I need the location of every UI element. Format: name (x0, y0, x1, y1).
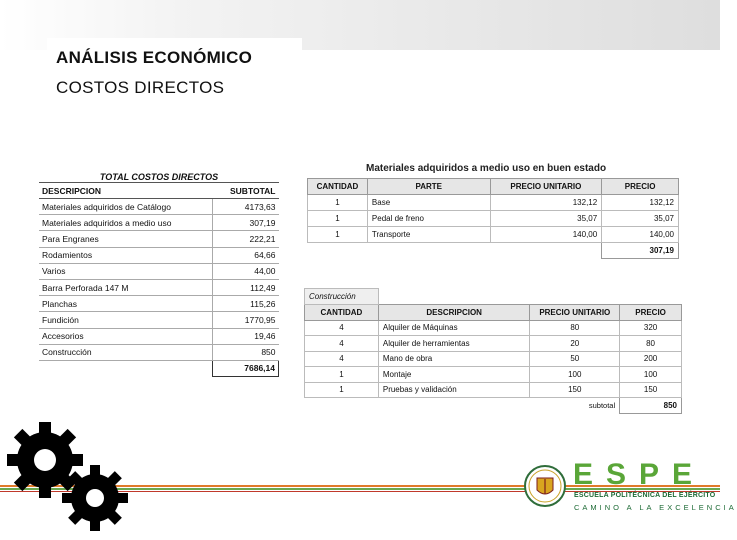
table-row (305, 367, 682, 383)
espe-seal-logo (524, 462, 566, 510)
desc-cell: Mano de obra (378, 351, 530, 367)
qty-cell: 1 (308, 195, 368, 211)
col-header-parte: PARTE (367, 179, 490, 195)
qty-cell: 1 (305, 367, 379, 383)
qty-cell: 4 (305, 351, 379, 367)
espe-motto: CAMINO A LA EXCELENCIA (574, 503, 737, 512)
materials-title: Materiales adquiridos a medio uso en buen estado (366, 163, 607, 174)
qty-cell: 1 (308, 227, 368, 243)
row-label: Construcción (39, 344, 213, 360)
price-cell: 320 (620, 320, 682, 336)
unit-price-cell: 132,12 (490, 195, 602, 211)
price-cell: 80 (620, 336, 682, 352)
unit-price-cell: 140,00 (490, 227, 602, 243)
subtotal-row (305, 398, 682, 414)
materials-table (307, 178, 679, 259)
row-label: Barra Perforada 147 M (39, 279, 213, 295)
table-row (39, 247, 279, 263)
row-value: 1770,95 (213, 312, 279, 328)
col-header-precio: PRECIO (602, 179, 679, 195)
price-cell: 200 (620, 351, 682, 367)
part-cell: Pedal de freno (367, 211, 490, 227)
unit-price-cell: 50 (530, 351, 620, 367)
col-header-precio-unitario: PRECIO UNITARIO (530, 304, 620, 320)
table-row (305, 382, 682, 398)
table-row (308, 227, 679, 243)
total-costs-title: TOTAL COSTOS DIRECTOS (99, 172, 219, 182)
table-row (305, 351, 682, 367)
total-row (39, 360, 279, 376)
row-value: 850 (213, 344, 279, 360)
row-label: Rodamientos (39, 247, 213, 263)
unit-price-cell: 35,07 (490, 211, 602, 227)
table-row (39, 199, 279, 215)
table-row (39, 312, 279, 328)
table-row (39, 328, 279, 344)
row-value: 307,19 (213, 215, 279, 231)
table-row (39, 279, 279, 295)
table-row (39, 296, 279, 312)
col-header-descripcion: DESCRIPCION (378, 304, 530, 320)
slide-title: ANÁLISIS ECONÓMICO (56, 48, 253, 67)
unit-price-cell: 80 (530, 320, 620, 336)
price-cell: 35,07 (602, 211, 679, 227)
construction-subtotal: 850 (620, 398, 682, 414)
espe-name: ESCUELA POLITÉCNICA DEL EJÉRCITO (574, 492, 716, 499)
subtotal-row (308, 243, 679, 259)
materials-subtotal: 307,19 (602, 243, 679, 259)
row-label: Materiales adquiridos a medio uso (39, 215, 213, 231)
slide-subtitle: COSTOS DIRECTOS (56, 78, 225, 97)
desc-cell: Alquiler de Máquinas (378, 320, 530, 336)
row-label: Materiales adquiridos de Catálogo (39, 199, 213, 215)
price-cell: 100 (620, 367, 682, 383)
total-value: 7686,14 (213, 360, 279, 376)
table-row (305, 320, 682, 336)
unit-price-cell: 150 (530, 382, 620, 398)
subtotal-label: subtotal (588, 401, 616, 410)
row-label: Accesorios (39, 328, 213, 344)
col-header-cantidad: CANTIDAD (305, 304, 379, 320)
unit-price-cell: 20 (530, 336, 620, 352)
desc-cell: Montaje (378, 367, 530, 383)
row-value: 115,26 (213, 296, 279, 312)
gears-icon (0, 420, 140, 530)
row-value: 112,49 (213, 279, 279, 295)
row-label: Para Engranes (39, 231, 213, 247)
table-row (308, 211, 679, 227)
unit-price-cell: 100 (530, 367, 620, 383)
table-row (308, 195, 679, 211)
espe-wordmark: ESPE (573, 458, 706, 491)
col-header-precio-unitario: PRECIO UNITARIO (490, 179, 602, 195)
col-header-descripcion: DESCRIPCION (39, 183, 213, 199)
price-cell: 150 (620, 382, 682, 398)
col-header-subtotal: SUBTOTAL (213, 183, 279, 199)
desc-cell: Pruebas y validación (378, 382, 530, 398)
qty-cell: 4 (305, 336, 379, 352)
row-value: 222,21 (213, 231, 279, 247)
part-cell: Base (367, 195, 490, 211)
row-value: 44,00 (213, 263, 279, 279)
table-row (39, 344, 279, 360)
table-row (39, 263, 279, 279)
row-label: Varios (39, 263, 213, 279)
col-header-cantidad: CANTIDAD (308, 179, 368, 195)
desc-cell: Alquiler de herramientas (378, 336, 530, 352)
price-cell: 140,00 (602, 227, 679, 243)
row-value: 64,66 (213, 247, 279, 263)
qty-cell: 1 (305, 382, 379, 398)
price-cell: 132,12 (602, 195, 679, 211)
row-value: 4173,63 (213, 199, 279, 215)
construction-table (304, 288, 682, 414)
qty-cell: 4 (305, 320, 379, 336)
construction-label: Construcción (305, 289, 379, 305)
table-row (305, 336, 682, 352)
row-value: 19,46 (213, 328, 279, 344)
col-header-precio: PRECIO (620, 304, 682, 320)
table-row (39, 215, 279, 231)
row-label: Planchas (39, 296, 213, 312)
table-row (39, 231, 279, 247)
part-cell: Transporte (367, 227, 490, 243)
qty-cell: 1 (308, 211, 368, 227)
row-label: Fundición (39, 312, 213, 328)
